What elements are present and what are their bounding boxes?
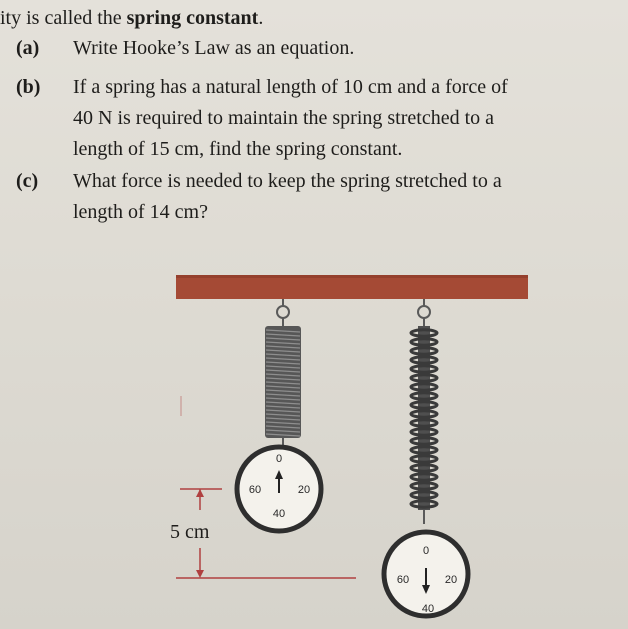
part-b-label: (b)	[16, 76, 41, 98]
part-c-label: (c)	[16, 170, 39, 192]
spring-constant-term: spring constant	[126, 7, 259, 29]
part-b-text-2: 40 N is required to maintain the spring stretched to a	[73, 107, 495, 129]
intro-text: ity is called the	[0, 7, 127, 29]
dial-left-top: 0	[275, 453, 283, 465]
part-c-text-1: What force is needed to keep the spring stretched to a	[73, 170, 502, 192]
right-scale-dial	[384, 532, 468, 616]
part-b-text-3: length of 15 cm, find the spring constant.	[73, 138, 403, 160]
part-b-text-1: If a spring has a natural length of 10 cm and a force of	[73, 76, 508, 98]
dial-right-left: 60	[396, 574, 410, 586]
dial-right-bottom: 40	[421, 603, 435, 615]
part-a-text: Write Hooke’s Law as an equation.	[73, 37, 355, 59]
ceiling-beam	[176, 275, 528, 299]
intro-period: .	[258, 7, 264, 29]
left-spring	[265, 299, 301, 448]
part-c-text-2: length of 14 cm?	[73, 201, 208, 223]
dial-left-right: 20	[297, 484, 311, 496]
right-spring	[411, 299, 437, 524]
dial-right-right: 20	[444, 574, 458, 586]
extension-label: 5 cm	[170, 521, 210, 543]
left-scale-dial	[237, 447, 321, 531]
part-a-label: (a)	[16, 37, 40, 59]
dial-left-bottom: 40	[272, 508, 286, 520]
intro-line	[0, 6, 263, 30]
dial-right-top: 0	[422, 545, 430, 557]
dial-left-left: 60	[248, 484, 262, 496]
spring-figure	[0, 250, 628, 629]
